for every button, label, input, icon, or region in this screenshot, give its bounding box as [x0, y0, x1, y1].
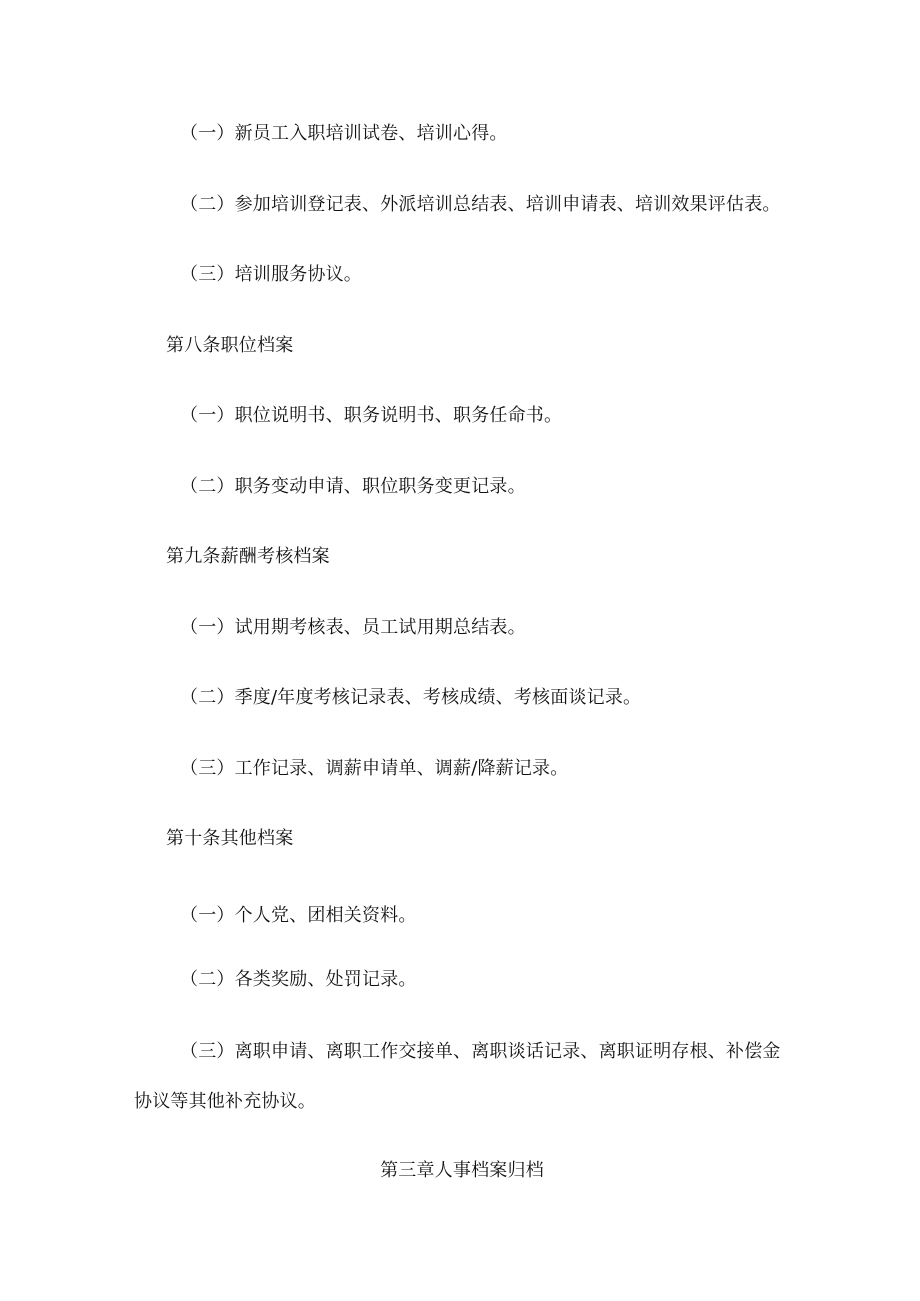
list-item-resignation-docs: （三）离职申请、离职工作交接单、离职谈话记录、离职证明存根、补偿金 — [180, 1041, 781, 1062]
list-item-position-changes: （二）职务变动申请、职位职务变更记录。 — [180, 476, 526, 497]
article-heading-8: 第八条职位档案 — [166, 335, 294, 356]
list-item-party-materials: （一）个人党、团相关资料。 — [180, 905, 417, 926]
list-item-resignation-docs-continued: 协议等其他补充协议。 — [134, 1091, 316, 1112]
list-item-training-agreement: （三）培训服务协议。 — [180, 264, 362, 285]
list-item-periodic-review: （二）季度/年度考核记录表、考核成绩、考核面谈记录。 — [180, 687, 642, 708]
list-item-training-papers: （一）新员工入职培训试卷、培训心得。 — [180, 123, 508, 144]
article-heading-9: 第九条薪酬考核档案 — [166, 546, 330, 567]
list-item-probation-review: （一）试用期考核表、员工试用期总结表。 — [180, 617, 526, 638]
chapter-heading-3: 第三章人事档案归档 — [380, 1160, 544, 1181]
list-item-salary-records: （三）工作记录、调薪申请单、调薪/降薪记录。 — [180, 758, 569, 779]
list-item-position-docs: （一）职位说明书、职务说明书、职务任命书。 — [180, 405, 563, 426]
article-heading-10: 第十条其他档案 — [166, 828, 294, 849]
list-item-training-forms: （二）参加培训登记表、外派培训总结表、培训申请表、培训效果评估表。 — [180, 194, 781, 215]
list-item-rewards-penalties: （二）各类奖励、处罚记录。 — [180, 969, 417, 990]
